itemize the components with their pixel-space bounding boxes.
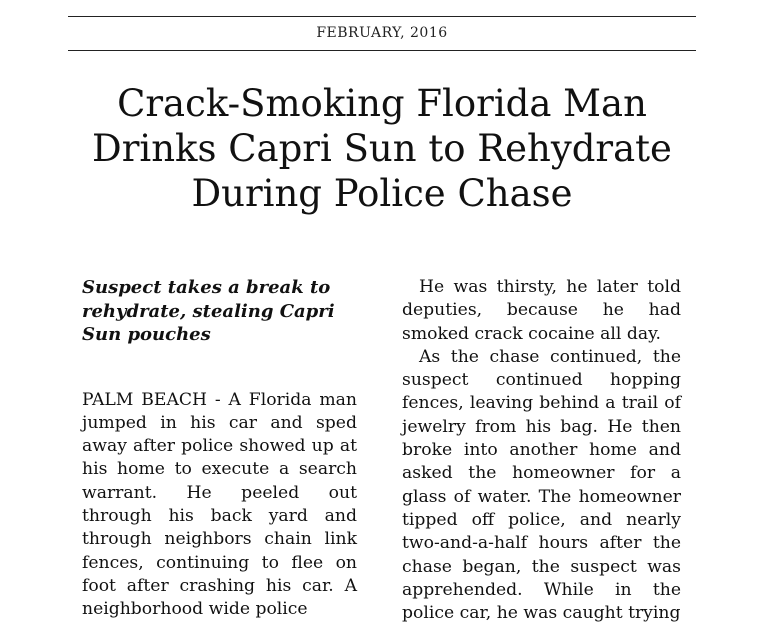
dateline-rule: [68, 50, 696, 51]
headline-line: During Police Chase: [191, 172, 573, 215]
right-column: [402, 276, 681, 625]
body-paragraph: He was thirsty, he later told deputies, because he had smoked crack cocaine all day.: [402, 277, 681, 344]
headline-line: Drinks Capri Sun to Rehydrate: [92, 127, 672, 170]
article-page: [68, 16, 696, 624]
dateline: FEBRUARY, 2016: [316, 25, 448, 41]
subheadline: Suspect takes a break to rehydrate, stealing Capri Sun pouches: [82, 277, 335, 345]
headline-line: Crack-Smoking Florida Man: [117, 82, 647, 125]
headline: [68, 81, 696, 216]
body-paragraph: As the chase continued, the suspect continued hopping fences, leaving behind a trail of jewelry from his bag. He then broke into another home and asked the homeowner for a glass of water. The homeowner tipped off police, and nearly two-and-a-half hours after the chase began, the suspect was apprehended. While in the police car, he was caught trying: [402, 346, 681, 624]
left-column: [82, 276, 357, 621]
lead-paragraph: PALM BEACH - A Florida man jumped in his car and sped away after police showed up at his home to execute a search warrant. He peeled out through his back yard and through neighbors chain link fences, continuing to flee on foot after crashing his car. A neighborhood wide police: [82, 389, 357, 620]
